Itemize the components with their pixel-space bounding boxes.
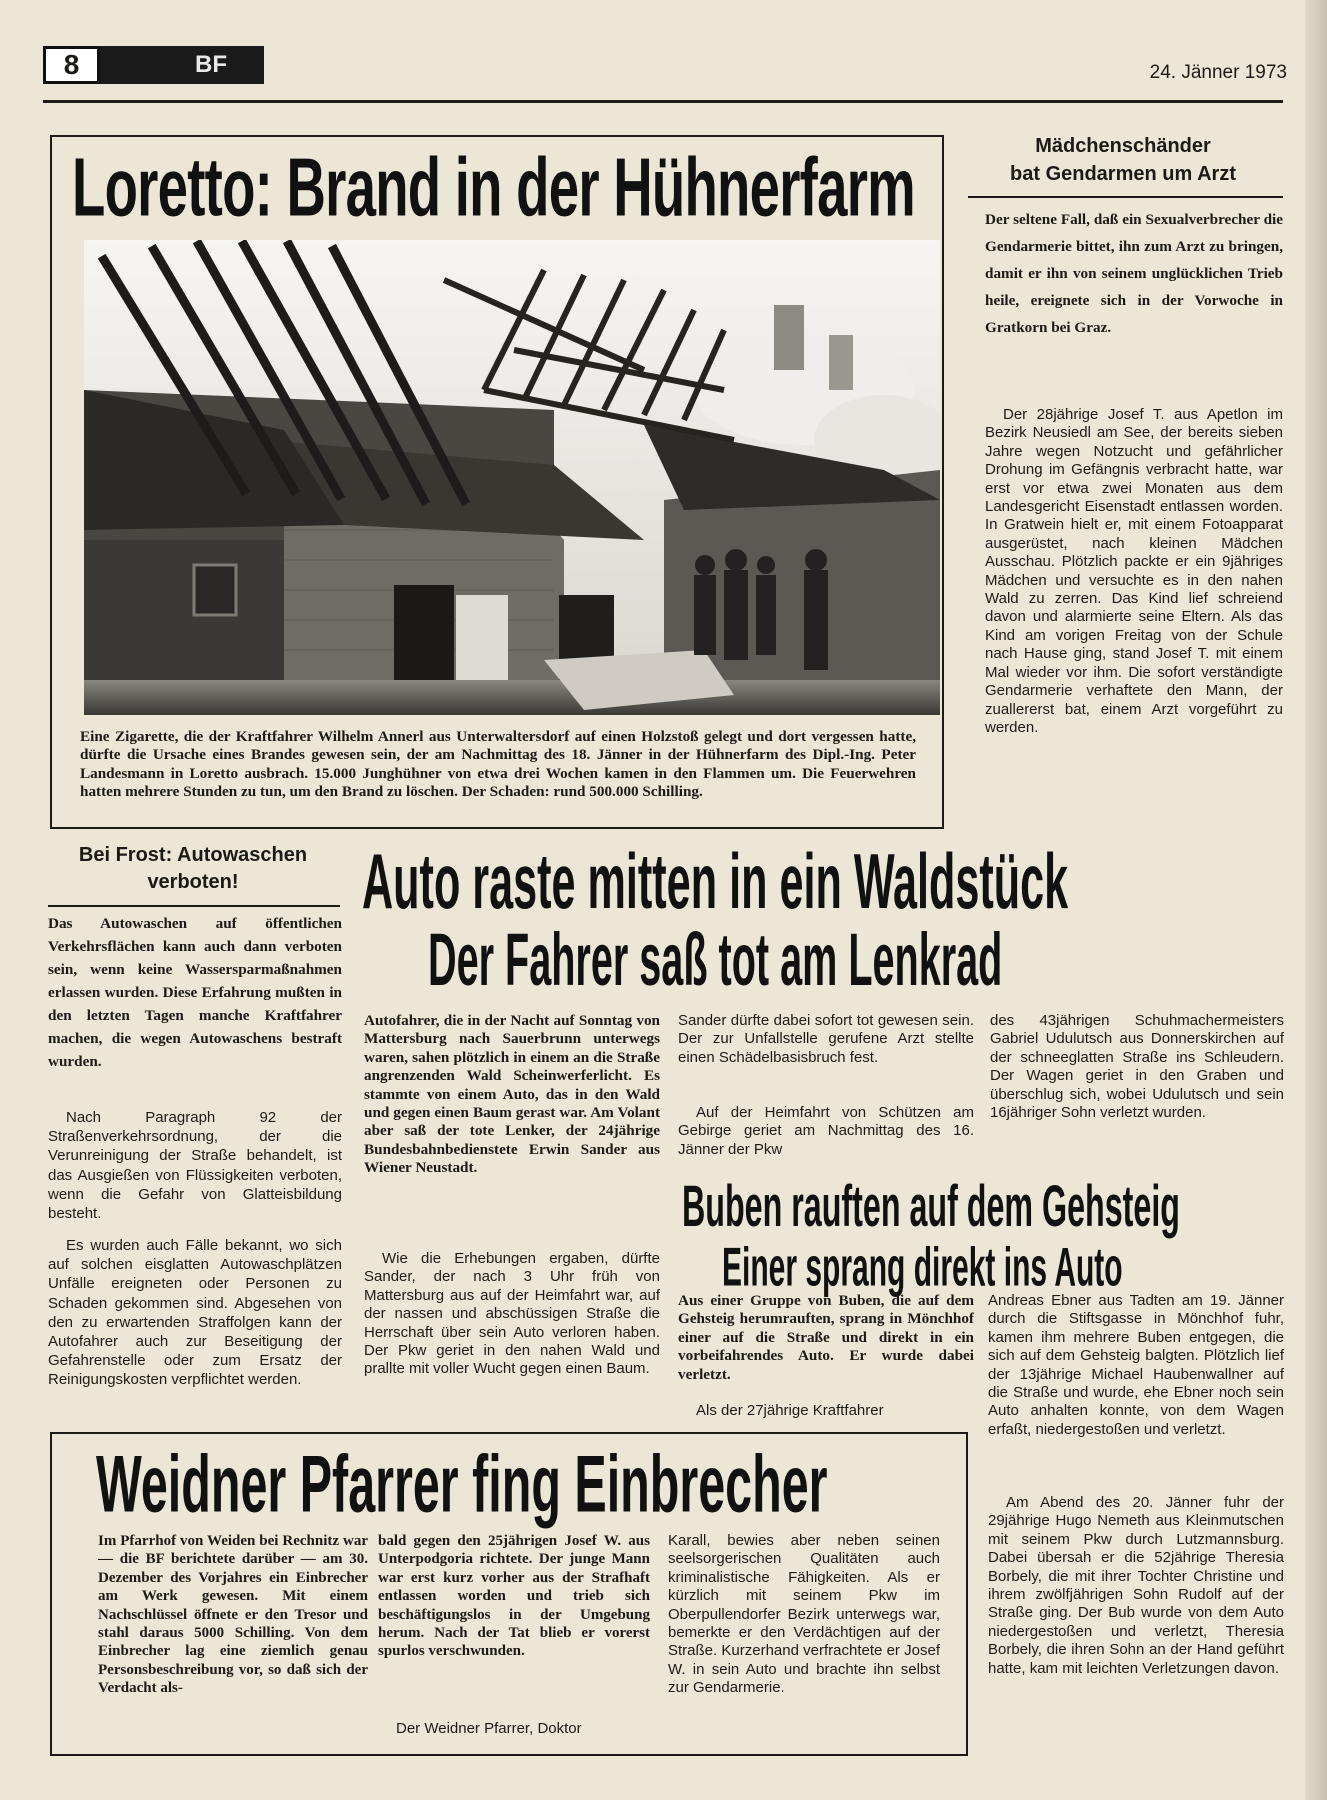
loretto-headline: Loretto: Brand in der Hühnerfarm	[72, 142, 915, 234]
issue-date: 24. Jänner 1973	[1149, 62, 1287, 83]
maedchen-lead: Der seltene Fall, daß ein Sexualverbrecher die Gendarmerie bittet, ihn zum Arzt zu bringen, damit er ihn von seinem unglücklichen Trieb heile, ereignete sich in der Vorwoche in Gratkorn bei Graz.	[985, 211, 1283, 336]
buben-headline-line2: Einer sprang direkt ins Auto	[722, 1236, 1123, 1298]
frost-headline	[48, 842, 338, 896]
frost-lead: Das Autowaschen auf öffentlichen Verkehrsflächen kann auch dann verboten sein, wenn keine Wassersparmaßnahmen erlassen wurden. Diese Erfahrung mußten in den letzten Tagen manche Kraftfahrer machen, die wegen Autowaschens bestraft wurden.	[48, 915, 342, 1070]
auto-col2-paragraph-2: Auf der Heimfahrt von Schützen am Gebirge geriet am Nachmittag des 16. Jänner der Pkw	[678, 1104, 974, 1158]
auto-col1-lead: Autofahrer, die in der Nacht auf Sonntag von Mattersburg nach Sauerbrunn unterwegs waren, sahen plötzlich in einem an die Straße angrenzenden Wald Scheinwerferlicht. Es stammte von einem Auto, das in den Wald und gegen einen Baum gerast war. Am Volant aber saß der tote Lenker, der 24jährige Bundesbahnbedienstete Erwin Sander aus Wiener Neustadt.	[364, 1012, 660, 1177]
frost-rule	[48, 905, 340, 907]
frost-paragraph-2: Es wurden auch Fälle bekannt, wo sich auf solchen eisglatten Autowaschplätzen Unfälle ereigneten oder Personen zu Schaden gekommen sind. Abgesehen von den zu erwartenden Straffolgen kann der Autofahrer auch zur Beseitigung der Gefahrenstelle oder zum Ersatz der Reinigungskosten verpflichtet werden.	[48, 1237, 342, 1389]
weiden-col2-lead: bald gegen den 25jährigen Josef W. aus Unterpodgoria richtete. Der junge Mann war erst kurz vorher aus der Strafhaft entlassen worden und trieb sich beschäftigungslos in der Umgebung herum. Nach der Tat blieb er vorerst spurlos verschwunden.	[378, 1533, 650, 1660]
buben-headline-line1: Buben rauften auf dem Gehsteig	[682, 1174, 1180, 1240]
weiden-headline: Weidner Pfarrer fing Einbrecher	[96, 1440, 828, 1530]
page-number: 8	[43, 46, 100, 84]
buben-col2-paragraph-2: Am Abend des 20. Jänner fuhr der 29jährige Hugo Nemeth aus Kleinmutschen mit seinem Pkw durch Lutzmannsburg. Dabei übersah er die 52jährige Theresia Borbely, die mit ihrer Tochter Christine und ihrem zwölfjährigen Sohn Rudolf auf der Straße ging. Der Bub wurde von dem Auto niedergestoßen und verletzt, Theresia Borbely, die ihren Sohn an der Hand geführt hatte, kam mit leichten Verletzungen davon.	[988, 1494, 1284, 1677]
burned-farm-photo	[84, 240, 940, 715]
weiden-col3: Karall, bewies aber neben seinen seelsorgerischen Qualitäten auch kriminalistische Fähigkeiten. Als er kürzlich mit seinem Pkw im Oberpullendorfer Bezirk unterwegs war, bemerkte er den Verdächtigen auf der Straße. Kurzerhand verfrachtete er Josef W. in sein Auto und brachte ihn selbst zur Gendarmerie.	[668, 1532, 940, 1697]
frost-paragraph-1: Nach Paragraph 92 der Straßenverkehrsordnung, der die Verunreinigung der Straße behandelt, ist das Ausgießen von Flüssigkeiten verboten, wenn die Gefahr von Glatteisbildung besteht.	[48, 1109, 342, 1223]
auto-headline-line1: Auto raste mitten in ein Waldstück	[362, 838, 1069, 926]
frost-headline-line2: verboten!	[147, 871, 239, 893]
auto-col1-body: Wie die Erhebungen ergaben, dürfte Sander, der nach 3 Uhr früh von Mattersburg aus auf der Heimfahrt war, auf der nassen und abschüssigen Straße die Herrschaft über sein Auto verloren haben. Der Pkw geriet in den nahen Wald und prallte mit voller Wucht gegen einen Baum.	[364, 1250, 660, 1378]
maedchen-headline	[968, 132, 1278, 188]
weiden-col1: Im Pfarrhof von Weiden bei Rechnitz war — die BF berichtete darüber — am 30. Dezember des Vorjahres ein Einbrecher am Werk gewesen. Mit einem Nachschlüssel öffnete er den Tresor und stahl daraus 5000 Schilling. Von dem Einbrecher lag eine ziemlich genau Personsbeschreibung vor, so daß sich der Verdacht als-	[98, 1533, 368, 1697]
loretto-caption: Eine Zigarette, die der Kraftfahrer Wilhelm Annerl aus Unterwaltersdorf auf einen Holzstoß gelegt und dort vergessen hatte, dürfte die Ursache eines Brandes gewesen sein, der am Nachmittag des 18. Jänner in der Hühnerfarm des Dipl.-Ing. Peter Landesmann in Loretto ausbrach. 15.000 Junghühner von etwa drei Wochen kamen in den Flammen um. Die Feuerwehren hatten mehrere Stunden zu tun, um den Brand zu löschen. Der Schaden: rund 500.000 Schilling.	[80, 728, 916, 801]
frost-headline-line1: Bei Frost: Autowaschen	[78, 844, 308, 866]
maedchen-body: Der 28jährige Josef T. aus Apetlon im Bezirk Neusiedl am See, der bereits sieben Jahre wegen Notzucht und gefährlicher Drohung im Gefängnis verbracht hatte, war erst vor etwa zwei Monaten aus dem Landesgericht Eisenstadt entlassen worden. In Gratwein hielt er, mit einem Fotoapparat ausgerüstet, nach kleinen Mädchen Ausschau. Plötzlich packte er ein 9jähriges Mädchen und versuchte es in den nahen Wald zu zerren. Das Kind lief schreiend davon und alarmierte seine Eltern. Als das Kind am vorigen Freitag von der Schule nach Hause ging, stand Josef T. mit einem Mal wieder vor ihm. Die sofort verständigte Gendarmerie verhaftete den Mann, der zuallererst bat, einem Arzt vorgeführt zu werden.	[985, 406, 1283, 736]
auto-col2-paragraph-1: Sander dürfte dabei sofort tot gewesen sein. Der zur Unfallstelle gerufene Arzt stellte einen Schädelbasisbruch fest.	[678, 1012, 974, 1066]
buben-paragraph-1-start: Als der 27jährige Kraftfahrer	[696, 1402, 884, 1419]
maedchen-headline-line1: Mädchenschänder	[1035, 135, 1211, 157]
buben-col2-paragraph-1: Andreas Ebner aus Tadten am 19. Jänner durch die Stiftsgasse in Mönchhof fuhr, kamen ihm mehrere Buben entgegen, die sich auf dem Gehsteig balgten. Plötzlich lief der 13jährige Michael Haubenwallner auf die Straße und wurde, ehe Ebner noch sein Auto anhalten konnte, von dem Wagen erfaßt, niedergestoßen und verletzt.	[988, 1292, 1284, 1438]
section-label: BF	[100, 46, 264, 84]
auto-headline-line2: Der Fahrer saß tot am Lenkrad	[428, 918, 1003, 1001]
page-edge	[1305, 0, 1327, 1800]
buben-lead: Aus einer Gruppe von Buben, die auf dem Gehsteig herumrauften, sprang in Mönchhof einer auf die Straße und direkt in ein vorbeifahrendes Auto. Er wurde dabei verletzt.	[678, 1292, 974, 1383]
maedchen-headline-line2: bat Gendarmen um Arzt	[1010, 163, 1236, 185]
loretto-photo	[84, 240, 940, 715]
maedchen-rule	[968, 196, 1283, 198]
header-rule	[43, 100, 1283, 103]
weiden-col2-body: Der Weidner Pfarrer, Doktor	[396, 1720, 582, 1737]
auto-col3: des 43jährigen Schuhmachermeisters Gabriel Udulutsch aus Donnerskirchen auf der schneeglatten Straße ins Schleudern. Der Wagen geriet in den Graben und überschlug sich, wobei Udulutsch und sein 16jähriger Sohn verletzt wurden.	[990, 1012, 1284, 1122]
